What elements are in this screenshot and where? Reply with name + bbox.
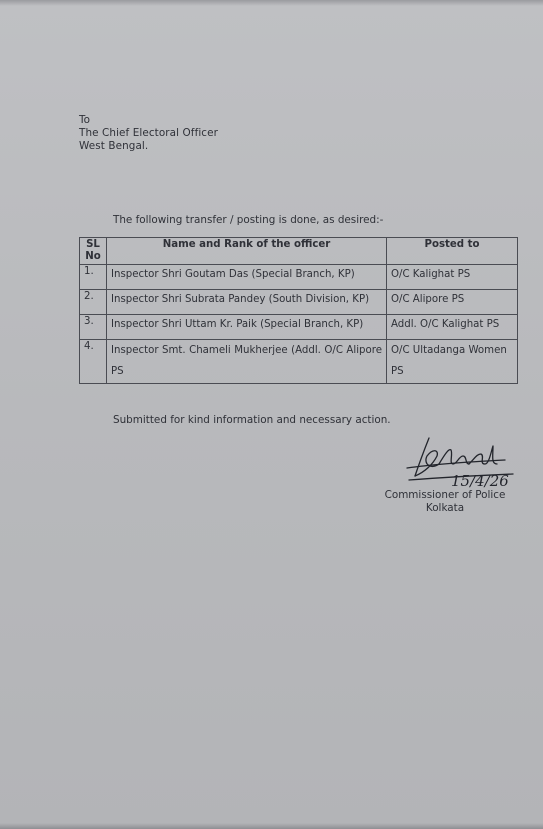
table-row — [80, 315, 518, 340]
row-sl: 3. — [80, 315, 107, 340]
address-line: The Chief Electoral Officer — [79, 127, 218, 139]
row-posted: O/C Ultadanga Women PS — [387, 340, 518, 384]
row-name: Inspector Shri Subrata Pandey (South Division, KP) — [107, 290, 387, 315]
address-line: West Bengal. — [79, 140, 149, 152]
row-name: Inspector Smt. Chameli Mukherjee (Addl. O/C Alipore PS — [107, 340, 387, 384]
signatory-designation: Commissioner of Police — [384, 489, 506, 501]
row-name: Inspector Shri Uttam Kr. Paik (Special Branch, KP) — [107, 315, 387, 340]
row-sl: 1. — [80, 265, 107, 290]
row-sl: 2. — [80, 290, 107, 315]
row-name: Inspector Shri Goutam Das (Special Branch, KP) — [107, 265, 387, 290]
signatory-block — [372, 489, 518, 515]
header-sl — [80, 238, 107, 265]
header-posted: Posted to — [387, 238, 518, 265]
signatory-place: Kolkata — [425, 502, 465, 514]
page-bottom-shadow — [0, 823, 543, 829]
table-row — [80, 290, 518, 315]
address-line: To — [79, 114, 91, 126]
handwritten-signature — [405, 434, 520, 494]
header-name: Name and Rank of the officer — [107, 238, 387, 265]
row-posted: Addl. O/C Kalighat PS — [387, 315, 518, 340]
transfer-table — [79, 237, 518, 384]
recipient-address — [79, 114, 218, 153]
header-sl-label: SL No — [85, 239, 101, 262]
row-posted: O/C Kalighat PS — [387, 265, 518, 290]
row-sl: 4. — [80, 340, 107, 384]
table-row — [80, 340, 518, 384]
row-posted: O/C Alipore PS — [387, 290, 518, 315]
table-header-row — [80, 238, 518, 265]
signature-date: 15/4/26 — [451, 472, 509, 490]
page-top-shadow — [0, 0, 543, 6]
table-row — [80, 265, 518, 290]
closing-text: Submitted for kind information and necessary action. — [113, 414, 391, 426]
intro-text: The following transfer / posting is done, as desired:- — [113, 214, 384, 226]
